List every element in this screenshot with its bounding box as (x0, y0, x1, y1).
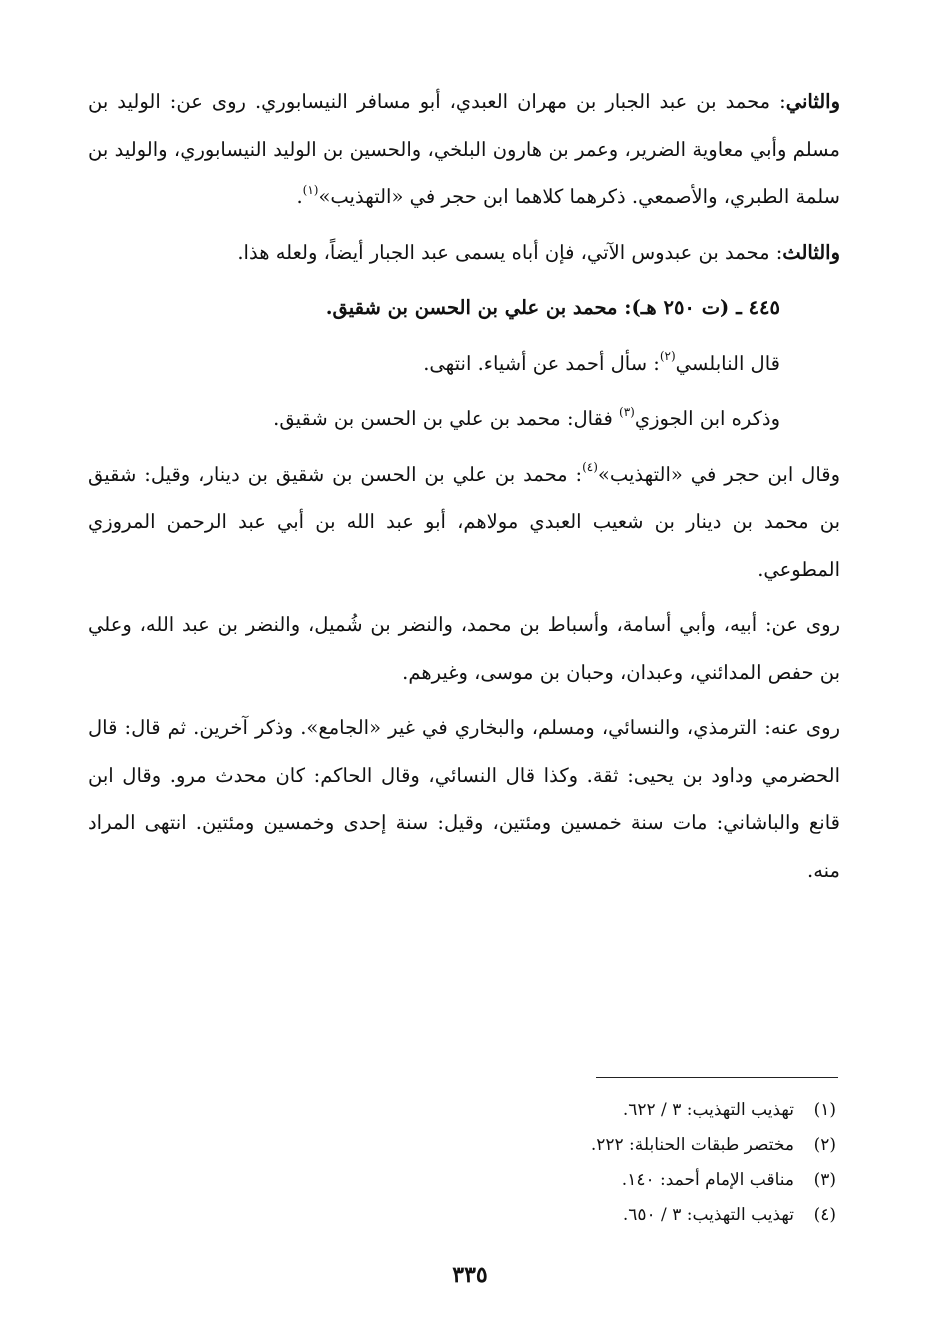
footnotes (88, 1093, 836, 1233)
paragraph-text: وقال ابن حجر في «التهذيب» (597, 462, 840, 486)
paragraph-text: وذكره ابن الجوزي (634, 407, 780, 430)
paragraph-second (88, 78, 840, 221)
paragraph-tail: . (296, 185, 303, 208)
paragraph-lead: والثالث (782, 240, 840, 264)
paragraph-narrated-by: روى عنه: الترمذي، والنسائي، ومسلم، والبخاري في غير «الجامع». وذكر آخرين. ثم قال: قال الحضرمي وداود بن يحيى: ثقة. وكذا قال النسائي، وقال الحاكم: كان محدث مرو. وقال ابن قانع والباشاني: مات سنة خمسين ومئتين، وقيل: سنة إحدى وخمسين ومئتين. انتهى المراد منه. (88, 716, 840, 882)
paragraph-tail: : سأل أحمد عن أشياء. انتهى. (423, 351, 660, 375)
footnote-number: (٢) (813, 1135, 836, 1155)
footnote-item (88, 1163, 836, 1198)
main-text (88, 78, 840, 894)
footnote-ref-1[interactable]: (١) (302, 182, 319, 197)
footnote-ref-3[interactable]: (٣) (619, 404, 635, 419)
footnote-number: (١) (813, 1100, 836, 1120)
paragraph-tail: : محمد بن علي بن الحسن بن شقيق بن دينار، وقيل: شقيق بن محمد بن دينار بن شعيب العبدي مولاهم، أبو عبد الله بن أبي عبد الرحمن المروزي المطوعي. (88, 462, 840, 581)
footnote-text: مناقب الإمام أحمد: ١٤٠. (621, 1170, 794, 1190)
footnote-item (88, 1128, 836, 1163)
footnote-text: مختصر طبقات الحنابلة: ٢٢٢. (590, 1135, 794, 1155)
footnote-item (88, 1093, 836, 1128)
entry-heading: ٤٤٥ ـ (ت ٢٥٠ هـ): محمد بن علي بن الحسن بن شقيق. (325, 296, 780, 319)
footnote-text: تهذيب التهذيب: ٣ / ٦٢٢. (622, 1100, 794, 1120)
paragraph-nabulsi (88, 340, 840, 388)
paragraph-third (88, 229, 840, 277)
footnote-separator (596, 1077, 838, 1078)
paragraph-lead: والثاني (785, 90, 840, 113)
footnote-item (88, 1198, 836, 1233)
page-number: ٣٣٥ (452, 1262, 488, 1288)
footnote-ref-4[interactable]: (٤) (582, 460, 598, 474)
footnote-number: (٣) (813, 1170, 836, 1190)
footnote-text: تهذيب التهذيب: ٣ / ٦٥٠. (622, 1205, 794, 1225)
paragraph-ibn-hajar (88, 451, 840, 594)
paragraph-tail: فقال: محمد بن علي بن الحسن بن شقيق. (273, 407, 620, 430)
paragraph-text: : محمد بن عبد الجبار بن مهران العبدي، أبو مسافر النيسابوري. روى عن: الوليد بن مسلم وأبي معاوية الضرير، وعمر بن هارون البلخي، والحسين بن الوليد النيسابوري، والوليد بن سلمة الطبري، والأصمعي. ذكرهما كلاهما ابن حجر في «التهذيب» (88, 90, 840, 208)
paragraph-narrated-from: روى عن: أبيه، وأبي أسامة، وأسباط بن محمد، والنضر بن شُميل، والنضر بن عبد الله، وعلي بن حفص المدائني، وعبدان، وحبان بن موسى، وغيرهم. (88, 613, 841, 684)
footnote-ref-2[interactable]: (٢) (659, 349, 676, 363)
footnote-number: (٤) (813, 1205, 836, 1225)
paragraph-text: قال النابلسي (675, 351, 780, 375)
paragraph-ibn-jawzi (88, 395, 840, 443)
paragraph-text: : محمد بن عبدوس الآتي، فإن أباه يسمى عبد الجبار أيضاً، ولعله هذا. (237, 240, 783, 264)
